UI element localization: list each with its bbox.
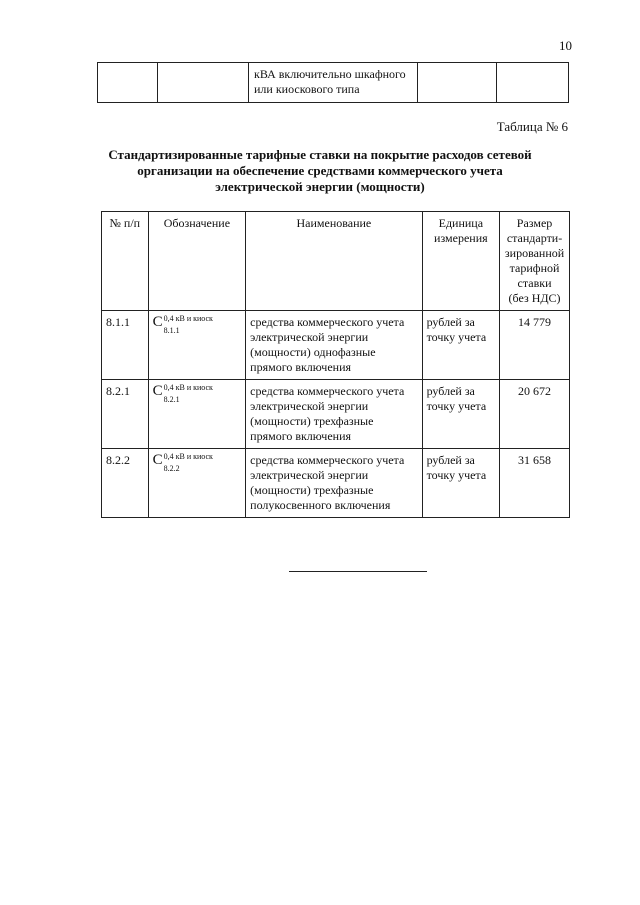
table-cell [157,63,248,103]
tariff-symbol [152,383,227,404]
row-rate: 14 779 [500,311,570,380]
symbol-superscript: 0,4 кВ и киоск [163,314,213,323]
row-symbol [148,449,246,518]
tariff-symbol [152,452,227,473]
row-name: средства коммерческого учета электрической энергии (мощности) трехфазные прямого включения [246,380,422,449]
footer-divider [289,571,427,572]
row-name: средства коммерческого учета электрической энергии (мощности) трехфазные полукосвенного включения [246,449,422,518]
cell-text-line: кВА включительно шкафного [253,67,406,81]
row-rate: 20 672 [500,380,570,449]
symbol-base: C [152,383,163,399]
title-line: организации на обеспечение средствами коммерческого учета [137,163,503,178]
row-unit: рублей за точку учета [422,380,499,449]
row-num: 8.1.1 [102,311,149,380]
table-row [98,63,569,103]
symbol-base: C [152,314,163,330]
table-row [102,311,570,380]
symbol-subscript: 8.1.1 [163,326,180,335]
table-header-row [102,212,570,311]
symbol-superscript: 0,4 кВ и киоск [163,383,213,392]
symbol-subscript: 8.2.2 [163,464,180,473]
symbol-superscript: 0,4 кВ и киоск [163,452,213,461]
continued-table [97,62,569,103]
header-rate: Размер стандарти- зированной тарифной ставки (без НДС) [500,212,570,311]
table-cell [417,63,496,103]
header-unit: Единица измерения [422,212,499,311]
tariff-table [101,211,570,518]
row-unit: рублей за точку учета [422,449,499,518]
cell-text-line: или киоскового типа [253,82,360,96]
row-num: 8.2.1 [102,380,149,449]
table-row [102,380,570,449]
page-number: 10 [559,38,572,53]
row-name: средства коммерческого учета электрической энергии (мощности) однофазные прямого включения [246,311,422,380]
table-caption: Таблица № 6 [496,119,568,134]
symbol-base: C [152,452,163,468]
title-line: Стандартизированные тарифные ставки на покрытие расходов сетевой [108,147,532,162]
symbol-subscript: 8.2.1 [163,395,180,404]
row-rate: 31 658 [500,449,570,518]
row-symbol [148,311,246,380]
header-name: Наименование [246,212,422,311]
row-num: 8.2.2 [102,449,149,518]
table-cell [98,63,158,103]
table-title [90,147,550,195]
header-symbol: Обозначение [148,212,246,311]
row-symbol [148,380,246,449]
table-cell [248,63,417,103]
table-row [102,449,570,518]
header-num: № п/п [102,212,149,311]
row-unit: рублей за точку учета [422,311,499,380]
title-line: электрической энергии (мощности) [215,179,425,194]
table-cell [497,63,569,103]
tariff-symbol [152,314,227,335]
